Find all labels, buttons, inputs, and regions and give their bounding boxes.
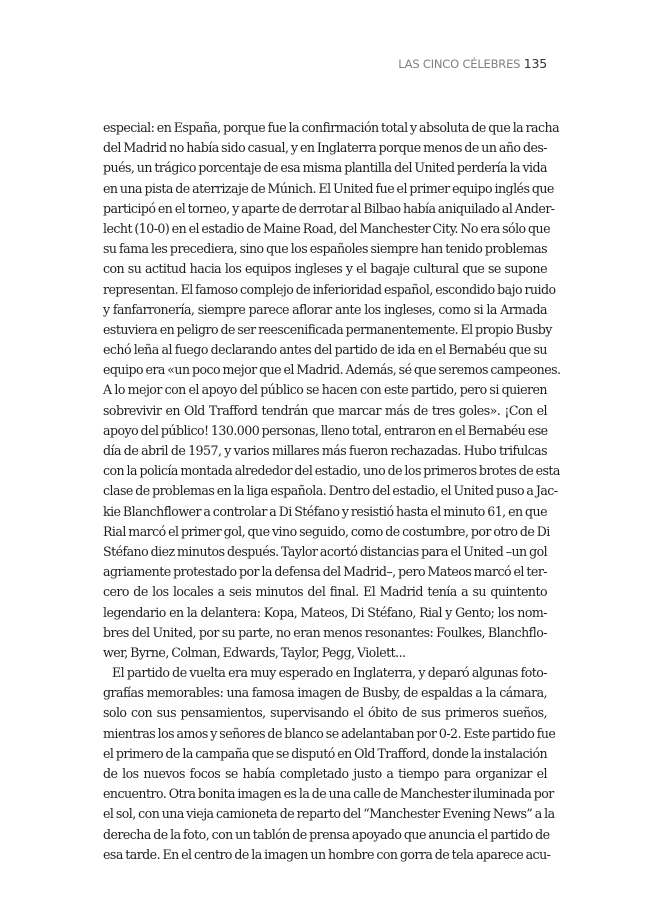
paragraph-1: [103, 118, 561, 663]
text-line: día de abril de 1957, y varios millares más fueron rechazadas. Hubo trifulcas: [103, 443, 547, 458]
text-line: participó en el torneo, y aparte de derrotar al Bilbao había aniquilado al Ander-: [103, 200, 555, 216]
text-line: de los nuevos focos se había completado justo a tiempo para organizar el: [103, 766, 547, 781]
text-line: del Madrid no había sido casual, y en Inglaterra porque menos de un año des-: [103, 140, 547, 156]
paragraph-2: [103, 663, 556, 865]
text-line: pués, un trágico porcentaje de esa misma plantilla del United perdería la vida: [103, 160, 547, 176]
text-line: esa tarde. En el centro de la imagen un hombre con gorra de tela aparece acu-: [103, 846, 551, 862]
text-line: cero de los locales a seis minutos del final. El Madrid tenía a su quintento: [103, 584, 547, 600]
text-line: el primero de la campaña que se disputó en Old Trafford, donde la instalación: [103, 745, 548, 761]
text-line: su fama les precediera, sino que los españoles siempre han tenido problemas: [103, 241, 547, 257]
text-line: wer, Byrne, Colman, Edwards, Taylor, Pegg, Violett...: [103, 644, 406, 660]
text-line: en una pista de aterrizaje de Múnich. El United fue el primer equipo inglés que: [103, 180, 554, 196]
running-head: [398, 56, 547, 71]
text-line: Stéfano diez minutos después. Taylor acortó distancias para el United –un gol: [103, 543, 548, 559]
text-line: lecht (10-0) en el estadio de Maine Road, del Manchester City. No era sólo que: [103, 220, 551, 236]
text-line: kie Blanchflower a controlar a Di Stéfano y resistió hasta el minuto 61, en que: [103, 503, 547, 519]
text-line: apoyo del público! 130.000 personas, lleno total, entraron en el Bernabéu ese: [103, 422, 548, 438]
text-line: encuentro. Otra bonita imagen es la de una calle de Manchester iluminada por: [103, 786, 554, 802]
text-line: derecha de la foto, con un tablón de prensa apoyado que anuncia el partido de: [103, 826, 550, 842]
chapter-title: LAS CINCO CÉLEBRES: [398, 57, 521, 71]
text-line: y fanfarronería, siempre parece aflorar ante los ingleses, como si la Armada: [103, 301, 547, 317]
text-line: con la policía montada alrededor del estadio, uno de los primeros brotes de esta: [103, 463, 560, 479]
text-line: agriamente protestado por la defensa del Madrid–, pero Mateos marcó el ter-: [103, 564, 547, 580]
text-line: bres del United, por su parte, no eran menos resonantes: Foulkes, Blanchflo-: [103, 624, 547, 640]
page-number: 135: [523, 56, 547, 71]
text-line: estuviera en peligro de ser reescenificada permanentemente. El propio Busby: [103, 321, 552, 337]
text-line: grafías memorables: una famosa imagen de Busby, de espaldas a la cámara,: [103, 685, 547, 701]
text-line: El partido de vuelta era muy esperado en Inglaterra, y deparó algunas foto-: [112, 665, 547, 681]
text-line: Rial marcó el primer gol, que vino seguido, como de costumbre, por otro de Di: [103, 523, 550, 539]
text-line: echó leña al fuego declarando antes del partido de ida en el Bernabéu que su: [103, 342, 547, 358]
text-line: el sol, con una vieja camioneta de reparto del “Manchester Evening News” a la: [103, 806, 555, 822]
text-line: A lo mejor con el apoyo del público se hacen con este partido, pero si quieren: [103, 382, 547, 398]
text-line: mientras los amos y señores de blanco se adelantaban por 0-2. Este partido fue: [103, 725, 556, 741]
text-line: clase de problemas en la liga española. Dentro del estadio, el United puso a Jac-: [103, 483, 558, 499]
text-line: solo con sus pensamientos, supervisando el óbito de sus primeros sueños,: [103, 705, 547, 721]
text-line: especial: en España, porque fue la confirmación total y absoluta de que la racha: [103, 120, 560, 135]
text-line: legendario en la delantera: Kopa, Mateos, Di Stéfano, Rial y Gento; los nom-: [103, 604, 547, 620]
body-text: [103, 118, 561, 865]
text-line: equipo era «un poco mejor que el Madrid. Además, sé que seremos campeones.: [103, 362, 561, 378]
text-line: sobrevivir en Old Trafford tendrán que marcar más de tres goles». ¡Con el: [103, 402, 547, 418]
text-line: con su actitud hacia los equipos ingleses y el bagaje cultural que se supone: [103, 261, 547, 277]
text-line: representan. El famoso complejo de inferioridad español, escondido bajo ruido: [103, 281, 556, 297]
